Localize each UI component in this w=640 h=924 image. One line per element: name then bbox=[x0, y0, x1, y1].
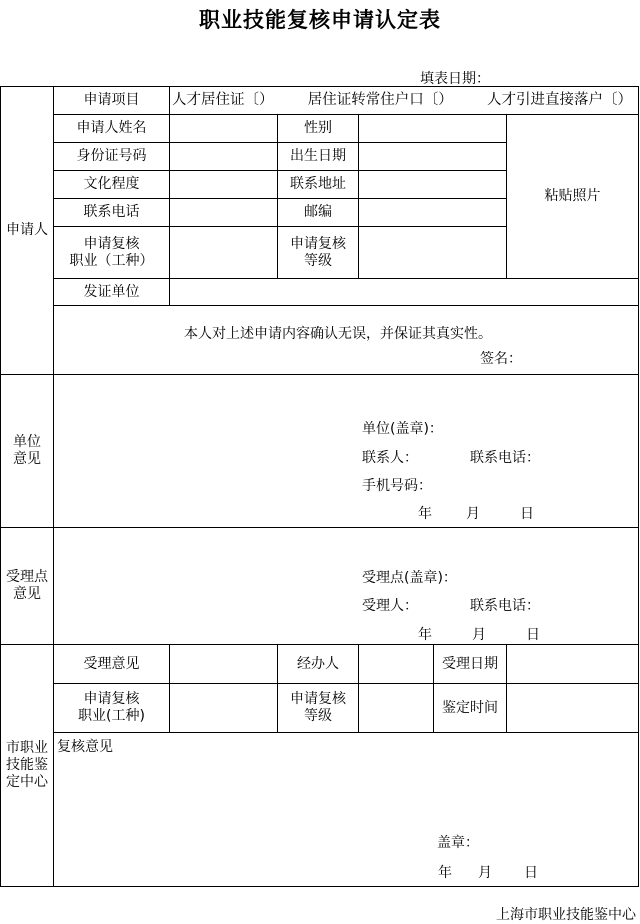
gender-field[interactable] bbox=[359, 115, 507, 143]
center-year-label: 年 bbox=[438, 865, 452, 881]
employer-day-label: 日 bbox=[520, 506, 534, 522]
photo-area[interactable]: 粘贴照片 bbox=[507, 115, 639, 279]
issuer-label: 发证单位 bbox=[54, 279, 170, 306]
review-opinion-label: 复核意见 bbox=[57, 739, 113, 755]
center-review-level-field[interactable] bbox=[359, 684, 434, 733]
employer-section-label: 单位 意见 bbox=[1, 375, 54, 528]
phone-field[interactable] bbox=[170, 199, 278, 227]
apply-item-label: 申请项目 bbox=[54, 87, 170, 115]
id-number-label: 身份证号码 bbox=[54, 143, 170, 171]
handler-field[interactable] bbox=[359, 645, 434, 684]
education-label: 文化程度 bbox=[54, 171, 170, 199]
review-opinion-area[interactable] bbox=[54, 733, 639, 887]
acceptance-opinion-area[interactable] bbox=[54, 528, 639, 645]
acceptance-date-label: 受理日期 bbox=[434, 645, 507, 684]
applicant-name-label: 申请人姓名 bbox=[54, 115, 170, 143]
review-level-label: 申请复核 等级 bbox=[278, 227, 359, 279]
gender-label: 性别 bbox=[278, 115, 359, 143]
center-seal-label: 盖章： bbox=[437, 835, 479, 851]
center-opinion-label: 受理意见 bbox=[54, 645, 170, 684]
postcode-label: 邮编 bbox=[278, 199, 359, 227]
employer-month-label: 月 bbox=[466, 506, 480, 522]
center-review-job-field[interactable] bbox=[170, 684, 278, 733]
acceptance-section-label: 受理点 意见 bbox=[1, 528, 54, 645]
employer-seal-label: 单位(盖章)： bbox=[362, 421, 443, 437]
center-review-job-label: 申请复核 职业(工种) bbox=[54, 684, 170, 733]
birth-date-field[interactable] bbox=[359, 143, 507, 171]
issuer-field[interactable] bbox=[170, 279, 639, 306]
handler-label: 经办人 bbox=[278, 645, 359, 684]
center-review-level-label: 申请复核 等级 bbox=[278, 684, 359, 733]
acceptance-phone-label: 联系电话： bbox=[470, 598, 540, 614]
application-form-table bbox=[0, 86, 639, 887]
postcode-field[interactable] bbox=[359, 199, 507, 227]
birth-date-label: 出生日期 bbox=[278, 143, 359, 171]
employer-mobile-label: 手机号码： bbox=[362, 478, 432, 494]
address-field[interactable] bbox=[359, 171, 507, 199]
center-month-label: 月 bbox=[478, 865, 492, 881]
employer-contact-label: 联系人： bbox=[362, 450, 418, 466]
acceptance-seal-label: 受理点(盖章)： bbox=[362, 570, 457, 586]
acceptance-person-label: 受理人： bbox=[362, 598, 418, 614]
page-title: 职业技能复核申请认定表 bbox=[199, 8, 441, 32]
phone-label: 联系电话 bbox=[54, 199, 170, 227]
footer-organization: 上海市职业技能鉴中心 bbox=[496, 907, 636, 923]
apply-item-options bbox=[170, 87, 639, 115]
applicant-name-field[interactable] bbox=[170, 115, 278, 143]
appraisal-time-label: 鉴定时间 bbox=[434, 684, 507, 733]
center-section-label: 市职业 技能鉴 定中心 bbox=[1, 645, 54, 887]
acceptance-date-field[interactable] bbox=[507, 645, 639, 684]
option-talent-direct-settlement[interactable]: 人才引进直接落户〔） bbox=[487, 92, 633, 108]
applicant-section-label: 申请人 bbox=[1, 87, 54, 375]
acceptance-day-label: 日 bbox=[526, 627, 540, 643]
id-number-field[interactable] bbox=[170, 143, 278, 171]
acceptance-month-label: 月 bbox=[472, 627, 486, 643]
declaration-text: 本人对上述申请内容确认无误，并保证其真实性。 bbox=[184, 326, 492, 342]
center-opinion-field[interactable] bbox=[170, 645, 278, 684]
appraisal-time-field[interactable] bbox=[507, 684, 639, 733]
review-job-label: 申请复核 职业（工种） bbox=[54, 227, 170, 279]
address-label: 联系地址 bbox=[278, 171, 359, 199]
option-residence-to-hukou[interactable]: 居住证转常住户口〔） bbox=[307, 92, 453, 108]
employer-year-label: 年 bbox=[418, 506, 432, 522]
fill-date-label: 填表日期： bbox=[420, 71, 490, 87]
review-level-field[interactable] bbox=[359, 227, 507, 279]
center-day-label: 日 bbox=[524, 865, 538, 881]
employer-phone-label: 联系电话： bbox=[470, 450, 540, 466]
review-job-field[interactable] bbox=[170, 227, 278, 279]
declaration-cell bbox=[54, 306, 639, 375]
signature-label[interactable]: 签名： bbox=[480, 351, 522, 367]
option-talent-residence-permit[interactable]: 人才居住证〔） bbox=[172, 92, 274, 108]
education-field[interactable] bbox=[170, 171, 278, 199]
acceptance-year-label: 年 bbox=[418, 627, 432, 643]
employer-opinion-area[interactable] bbox=[54, 375, 639, 528]
